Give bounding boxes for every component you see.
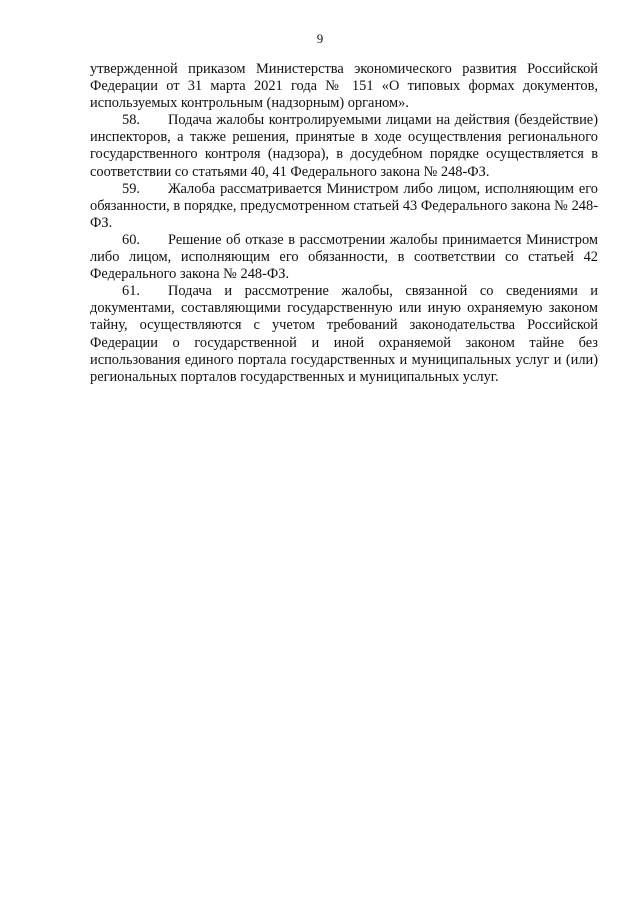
paragraph-continuation bbox=[90, 61, 598, 112]
paragraph-number: 59. bbox=[122, 180, 140, 197]
document-body bbox=[90, 61, 598, 386]
page-number: 9 bbox=[316, 31, 324, 46]
paragraph-text: Подача и рассмотрение жалобы, связанной со сведениями и документами, составляющими государственную или иную охраняемую законом тайну, осуществляются с учетом требований законодательства Российской Федерации о государственной и иной охраняемой законом тайне без использования единого портала государственных и муниципальных услуг и (или) региональных порталов государственных и муниципальных услуг. bbox=[90, 283, 598, 385]
paragraph-60 bbox=[90, 232, 598, 283]
paragraph-59 bbox=[90, 181, 598, 232]
paragraph-61 bbox=[90, 283, 598, 386]
paragraph-number: 58. bbox=[122, 112, 140, 129]
paragraph-text: Жалоба рассматривается Министром либо лицом, исполняющим его обязанности, в порядке, предусмотренном статьей 43 Федерального закона № 248-ФЗ. bbox=[90, 180, 598, 231]
paragraph-58 bbox=[90, 112, 598, 180]
paragraph-number: 60. bbox=[122, 231, 140, 248]
paragraph-text: Подача жалобы контролируемыми лицами на действия (бездействие) инспекторов, а также решения, принятые в ходе осуществления регионального государственного контроля (надзора), в досудебном порядке осуществляется в соответствии со статьями 40, 41 Федерального закона № 248-ФЗ. bbox=[90, 112, 598, 180]
paragraph-text: утвержденной приказом Министерства экономического развития Российской Федерации от 31 марта 2021 года № 151 «О типовых формах документов, используемых контрольным (надзорным) органом». bbox=[90, 61, 598, 112]
paragraph-text: Решение об отказе в рассмотрении жалобы принимается Министром либо лицом, исполняющим его обязанности, в соответствии со статьей 42 Федерального закона № 248-ФЗ. bbox=[90, 231, 598, 283]
paragraph-number: 61. bbox=[122, 283, 140, 300]
